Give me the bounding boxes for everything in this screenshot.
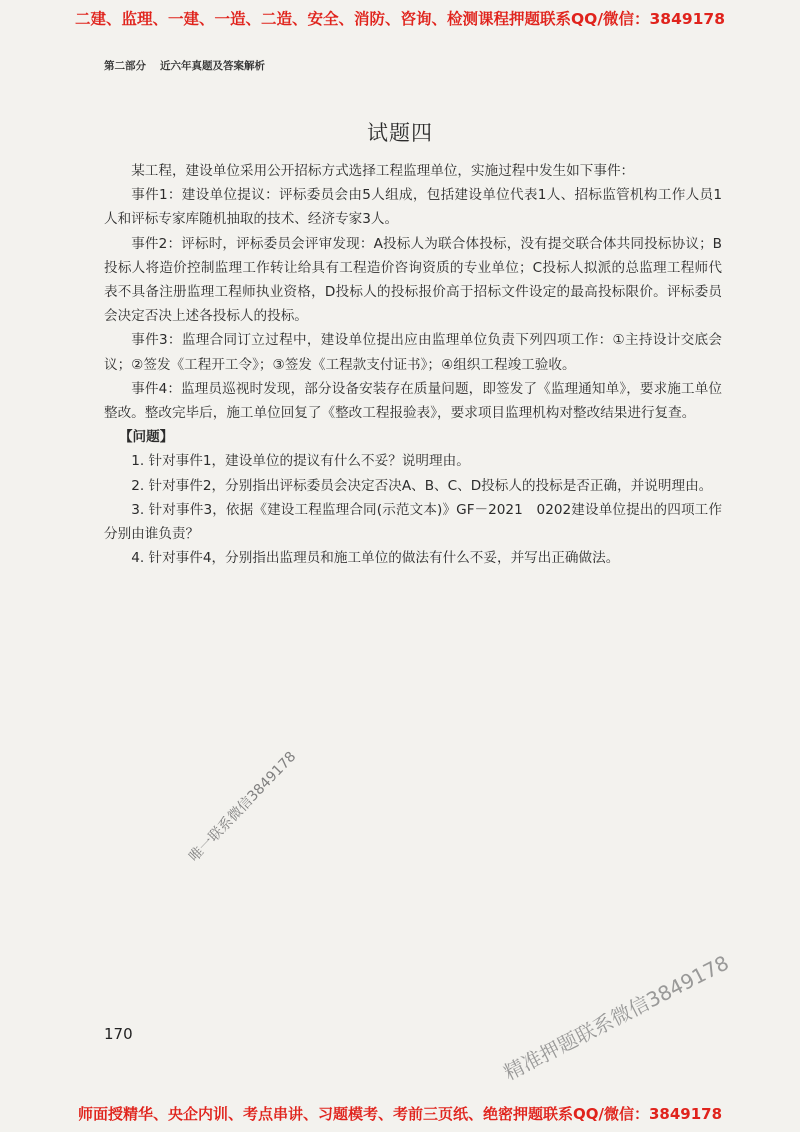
top-promo-banner: 二建、监理、一建、一造、二造、安全、消防、咨询、检测课程押题联系QQ/微信：3849178	[74, 10, 725, 28]
question-2: 2. 针对事件2，分别指出评标委员会决定否决A、B、C、D投标人的投标是否正确，并说明理由。	[131, 477, 713, 494]
event-3-paragraph: 事件3：监理合同订立过程中，建设单位提出应由监理单位负责下列四项工作：①主持设计交底会议；②签发《工程开工令》；③签发《工程款支付证书》；④组织工程竣工验收。	[104, 332, 722, 373]
watermark-diagonal-2: 精准押题联系微信3849178	[499, 950, 733, 1085]
running-head-part: 第二部分	[104, 60, 146, 72]
document-body	[104, 159, 722, 570]
event-2-paragraph: 事件2：评标时，评标委员会评审发现：A投标人为联合体投标，没有提交联合体共同投标协议；B投标人将造价控制监理工作转让给具有工程造价咨询资质的专业单位；C投标人拟派的总监理工程师代表不具备注册监理工程师执业资格，D投标人的投标报价高于招标文件设定的最高投标限价。评标委员会决定否决上述各投标人的投标。	[104, 235, 722, 325]
question-4: 4. 针对事件4，分别指出监理员和施工单位的做法有什么不妥，并写出正确做法。	[131, 550, 620, 567]
page-number: 170	[104, 1025, 133, 1043]
event-4-paragraph: 事件4：监理员巡视时发现，部分设备安装存在质量问题，即签发了《监理通知单》，要求施工单位整改。整改完毕后，施工单位回复了《整改工程报验表》，要求项目监理机构对整改结果进行复查。	[104, 380, 722, 422]
watermark-diagonal-1: 唯一联系微信3849178	[186, 748, 300, 866]
page-title: 试题四	[367, 121, 433, 145]
running-head-section: 近六年真题及答案解析	[160, 60, 265, 72]
question-1: 1. 针对事件1，建设单位的提议有什么不妥？说明理由。	[131, 453, 470, 470]
questions-heading: 【问题】	[118, 429, 174, 446]
intro-paragraph: 某工程，建设单位采用公开招标方式选择工程监理单位，实施过程中发生如下事件：	[131, 163, 635, 179]
question-3: 3. 针对事件3，依据《建设工程监理合同(示范文本)》GF－2021 0202建设单位提出的四项工作分别由谁负责？	[104, 501, 722, 543]
bottom-promo-banner: 师面授精华、央企内训、考点串讲、习题模考、考前三页纸、绝密押题联系QQ/微信：3849178	[77, 1105, 723, 1123]
event-1-paragraph: 事件1：建设单位提议：评标委员会由5人组成，包括建设单位代表1人、招标监管机构工作人员1人和评标专家库随机抽取的技术、经济专家3人。	[104, 187, 722, 228]
running-head	[104, 58, 265, 73]
